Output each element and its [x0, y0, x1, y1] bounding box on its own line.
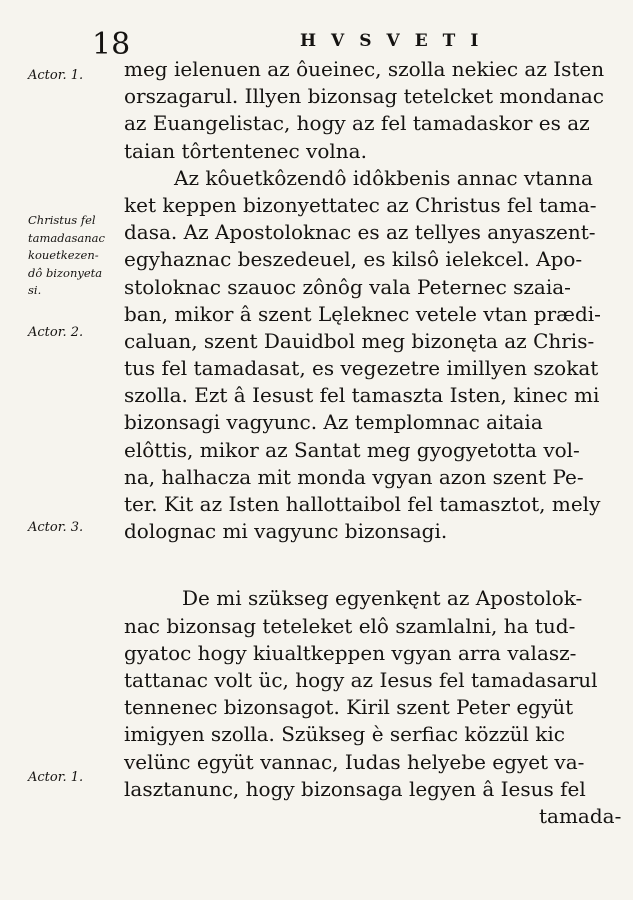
margin-reference: Actor. 1. — [28, 770, 84, 785]
margin-reference: Actor. 2. — [28, 325, 84, 340]
text-line: stoloknac szauoc zônôg vala Peternec szaia- — [124, 274, 571, 299]
paragraph-start-line: De mi szükseg egyenkęnt az Apostolok- — [182, 586, 583, 611]
text-line: gyatoc hogy kiualtkeppen vgyan arra valasz- — [124, 640, 577, 665]
margin-note-line: kouetkezen- — [28, 248, 99, 262]
running-head: HVSVETI — [300, 31, 494, 51]
margin-reference: Actor. 3. — [28, 520, 84, 535]
text-line: ter. Kit az Isten hallottaibol fel tamasztot, mely — [124, 492, 601, 516]
margin-note — [28, 212, 105, 300]
margin-reference: Actor. 1. — [28, 68, 84, 83]
text-line: caluan, szent Dauidbol meg bizonęta az Chris- — [124, 328, 595, 353]
text-line: elôttis, mikor az Santat meg gyogyetotta vol- — [124, 437, 580, 462]
margin-note-line: dô bizonyeta — [28, 265, 103, 280]
margin-note-line: tamadasanac — [28, 230, 105, 245]
text-line: ban, mikor â szent Lęleknec vetele vtan prædi- — [124, 301, 601, 326]
catchword: tamada- — [539, 803, 622, 828]
text-line: az Euangelistac, hogy az fel tamadaskor es az — [124, 111, 590, 136]
text-line: taian tôrtentenec volna. — [124, 138, 367, 163]
margin-note-line: si. — [28, 283, 42, 297]
text-line: dasa. Az Apostoloknac es az tellyes anyaszent- — [124, 220, 596, 245]
text-line: na, halhacza mit monda vgyan azon szent Pe- — [124, 464, 584, 489]
text-line: imigyen szolla. Szükseg è serfiac közzül kic — [124, 722, 565, 747]
body-text — [124, 56, 624, 830]
text-line: velünc együt vannac, Iudas helyebe egyet va- — [124, 749, 585, 774]
paragraph-gap — [124, 545, 624, 585]
text-line: egyhaznac beszedeuel, es kilsô ielekcel. Apo- — [124, 247, 583, 272]
text-line: meg ielenuen az ôueinec, szolla nekiec az Isten — [124, 57, 605, 81]
paragraph-start-line: Az kôuetkôzendô idôkbenis annac vtanna — [174, 165, 593, 190]
text-line: lasztanunc, hogy bizonsaga legyen â Iesus fel — [124, 776, 586, 801]
text-line: nac bizonsag teteleket elô szamlalni, ha tud- — [124, 613, 576, 638]
text-line: orszagarul. Illyen bizonsag tetelcket mondanac — [124, 84, 604, 109]
text-line: dolognac mi vagyunc bizonsagi. — [124, 519, 448, 544]
page-number: 18 — [92, 27, 131, 62]
text-line: tennenec bizonsagot. Kiril szent Peter együt — [124, 695, 574, 720]
text-line: tus fel tamadasat, es vegezetre imillyen szokat — [124, 356, 599, 381]
margin-note-line: Christus fel — [28, 213, 96, 227]
text-line: bizonsagi vagyunc. Az templomnac aitaia — [124, 410, 543, 435]
text-line: tattanac volt üc, hogy az Iesus fel tamadasarul — [124, 667, 598, 692]
text-line: szolla. Ezt â Iesust fel tamaszta Isten, kinec mi — [124, 383, 600, 408]
text-line: ket keppen bizonyettatec az Christus fel tama- — [124, 192, 597, 217]
